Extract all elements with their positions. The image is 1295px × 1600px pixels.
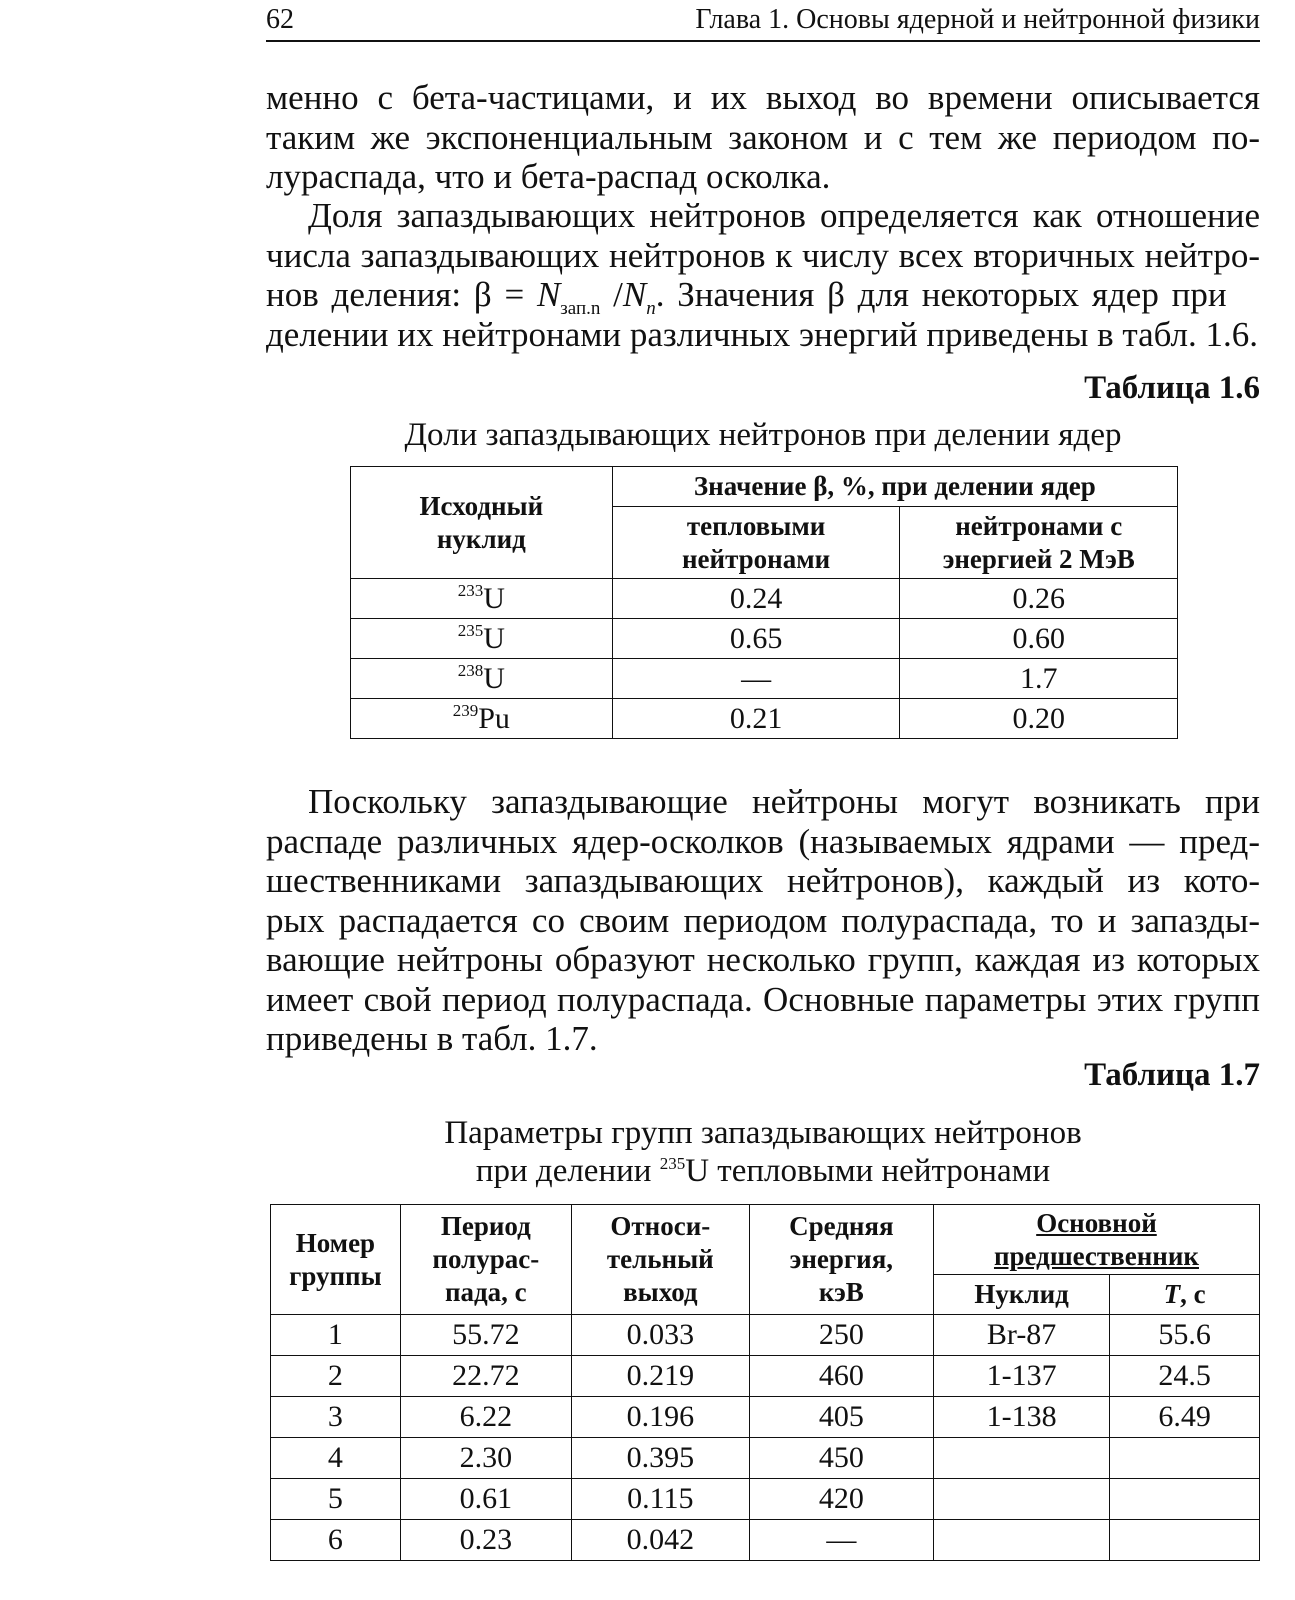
precursor-T-cell: 6.49	[1110, 1397, 1260, 1438]
table-label: Таблица 1.6	[1084, 370, 1260, 406]
yield-cell: 0.042	[571, 1520, 749, 1561]
precursor-nuclide-cell	[933, 1438, 1109, 1479]
table-delayed-groups	[270, 1204, 1260, 1561]
paragraph-beta-definition	[266, 196, 1260, 354]
fast-cell: 1.7	[900, 659, 1178, 699]
precursor-T-cell: 55.6	[1110, 1315, 1260, 1356]
paragraph-continued	[266, 78, 1260, 197]
precursor-nuclide-cell	[933, 1520, 1109, 1561]
header-group-number: Номер группы	[271, 1205, 401, 1315]
halflife-cell: 0.61	[400, 1479, 571, 1520]
text-line: имеет свой период полураспада. Основные параметры этих групп	[266, 979, 1260, 1019]
header-halflife: Период полурас-пада, с	[400, 1205, 571, 1315]
formula-text: нов деления: β =	[266, 275, 537, 314]
mass-number: 233	[457, 580, 484, 600]
header-nuclide: Исходный нуклид	[351, 467, 613, 579]
header-precursor	[933, 1205, 1259, 1275]
fast-cell: 0.26	[900, 579, 1178, 619]
text-line: рых распадается со своим периодом полураспада, то и запазды-	[266, 900, 1260, 940]
halflife-cell: 0.23	[400, 1520, 571, 1561]
formula-symbol: N	[622, 275, 647, 314]
page-number: 62	[266, 4, 294, 35]
table-row	[351, 659, 1178, 699]
caption-line	[266, 1152, 1260, 1190]
text-line: таким же экспоненциальным законом и с тем же периодом по-	[266, 117, 1260, 157]
thermal-cell: 0.21	[612, 699, 900, 739]
precursor-T-cell: 24.5	[1110, 1356, 1260, 1397]
table-row	[351, 699, 1178, 739]
element-symbol: U	[483, 661, 505, 695]
header-yield: Относи-тельный выход	[571, 1205, 749, 1315]
element-symbol: U	[483, 621, 505, 655]
table-row	[271, 1397, 1260, 1438]
nuclide-cell	[351, 579, 613, 619]
caption-text: U тепловыми нейтронами	[685, 1153, 1051, 1189]
table-row	[271, 1315, 1260, 1356]
group-cell: 6	[271, 1520, 401, 1561]
table-row	[271, 1520, 1260, 1561]
thermal-cell: 0.65	[612, 619, 900, 659]
table-row	[271, 1438, 1260, 1479]
yield-cell: 0.219	[571, 1356, 749, 1397]
precursor-nuclide-cell	[933, 1479, 1109, 1520]
subscript-text: зап.n	[560, 298, 601, 319]
halflife-cell: 2.30	[400, 1438, 571, 1479]
yield-cell: 0.196	[571, 1397, 749, 1438]
group-cell: 2	[271, 1356, 401, 1397]
group-cell: 4	[271, 1438, 401, 1479]
unit-text: , с	[1180, 1279, 1206, 1309]
mass-number: 235	[659, 1154, 686, 1173]
text-line-formula	[266, 275, 1260, 319]
mass-number: 235	[457, 620, 484, 640]
precursor-nuclide-cell: 1-137	[933, 1356, 1109, 1397]
chapter-title: Глава 1. Основы ядерной и нейтронной физики	[695, 4, 1260, 35]
table-label: Таблица 1.7	[1084, 1057, 1260, 1093]
caption-line: Параметры групп запаздывающих нейтронов	[444, 1115, 1082, 1151]
table-row	[351, 579, 1178, 619]
thermal-cell: 0.24	[612, 579, 900, 619]
precursor-T-cell	[1110, 1479, 1260, 1520]
formula-slash: /	[600, 275, 623, 314]
symbol-T: T	[1163, 1279, 1181, 1309]
fast-cell: 0.60	[900, 619, 1178, 659]
precursor-T-cell	[1110, 1438, 1260, 1479]
text-line: менно с бета-частицами, и их выход во времени описывается	[266, 78, 1260, 117]
group-cell: 5	[271, 1479, 401, 1520]
header-thermal: тепловыми нейтронами	[612, 507, 900, 579]
yield-cell: 0.115	[571, 1479, 749, 1520]
text-line: делении их нейтронами различных энергий приведены в табл. 1.6.	[266, 314, 1259, 354]
halflife-cell: 6.22	[400, 1397, 571, 1438]
halflife-cell: 22.72	[400, 1356, 571, 1397]
text-line: приведены в табл. 1.7.	[266, 1019, 598, 1058]
table-caption: Доли запаздывающих нейтронов при делении ядер	[404, 417, 1122, 453]
energy-cell: 460	[749, 1356, 933, 1397]
nuclide-cell	[351, 659, 613, 699]
header-beta-group: Значение β, %, при делении ядер	[612, 467, 1177, 507]
halflife-cell: 55.72	[400, 1315, 571, 1356]
mass-number: 239	[452, 700, 479, 720]
element-symbol: Pu	[478, 701, 510, 735]
yield-cell: 0.395	[571, 1438, 749, 1479]
group-cell: 1	[271, 1315, 401, 1356]
formula-subscript: n	[646, 298, 656, 319]
caption-text: при делении	[475, 1153, 660, 1189]
group-cell: 3	[271, 1397, 401, 1438]
energy-cell: 250	[749, 1315, 933, 1356]
yield-cell: 0.033	[571, 1315, 749, 1356]
formula-symbol: N	[536, 275, 561, 314]
text-line: распаде различных ядер-осколков (называемых ядрами — пред-	[266, 821, 1260, 861]
table-row	[271, 1479, 1260, 1520]
fast-cell: 0.20	[900, 699, 1178, 739]
text-line: шественниками запаздывающих нейтронов), каждый из кото-	[266, 861, 1260, 900]
table-delayed-fractions	[350, 466, 1178, 739]
energy-cell: —	[749, 1520, 933, 1561]
energy-cell: 405	[749, 1397, 933, 1438]
precursor-T-cell	[1110, 1520, 1260, 1561]
header-precursor-T	[1110, 1275, 1260, 1315]
energy-cell: 420	[749, 1479, 933, 1520]
table-caption	[266, 1114, 1260, 1190]
paragraph-groups	[266, 782, 1260, 1059]
text-line: лураспада, что и бета-распад осколка.	[266, 157, 831, 196]
thermal-cell: —	[612, 659, 900, 699]
text-line: Доля запаздывающих нейтронов определяется как отношение	[308, 196, 1260, 235]
nuclide-cell	[351, 619, 613, 659]
running-header	[266, 4, 1260, 42]
header-fast: нейтронами с энергией 2 МэВ	[900, 507, 1178, 579]
element-symbol: U	[483, 581, 505, 615]
formula-text: . Значения β для некоторых ядер при	[655, 275, 1227, 314]
energy-cell: 450	[749, 1438, 933, 1479]
text-line: Поскольку запаздывающие нейтроны могут возникать при	[308, 782, 1260, 821]
mass-number: 238	[457, 660, 484, 680]
precursor-nuclide-cell: 1-138	[933, 1397, 1109, 1438]
precursor-nuclide-cell: Br-87	[933, 1315, 1109, 1356]
nuclide-cell	[351, 699, 613, 739]
header-energy: Средняя энергия, кэВ	[749, 1205, 933, 1315]
table-row	[351, 619, 1178, 659]
header-precursor-nuclide: Нуклид	[933, 1275, 1109, 1315]
text-line: вающие нейтроны образуют несколько групп, каждая из которых	[266, 940, 1260, 979]
table-row	[271, 1356, 1260, 1397]
header-precursor-text: Основной предшественник	[993, 1207, 1199, 1271]
text-line: числа запаздывающих нейтронов к числу всех вторичных нейтро-	[266, 235, 1260, 275]
